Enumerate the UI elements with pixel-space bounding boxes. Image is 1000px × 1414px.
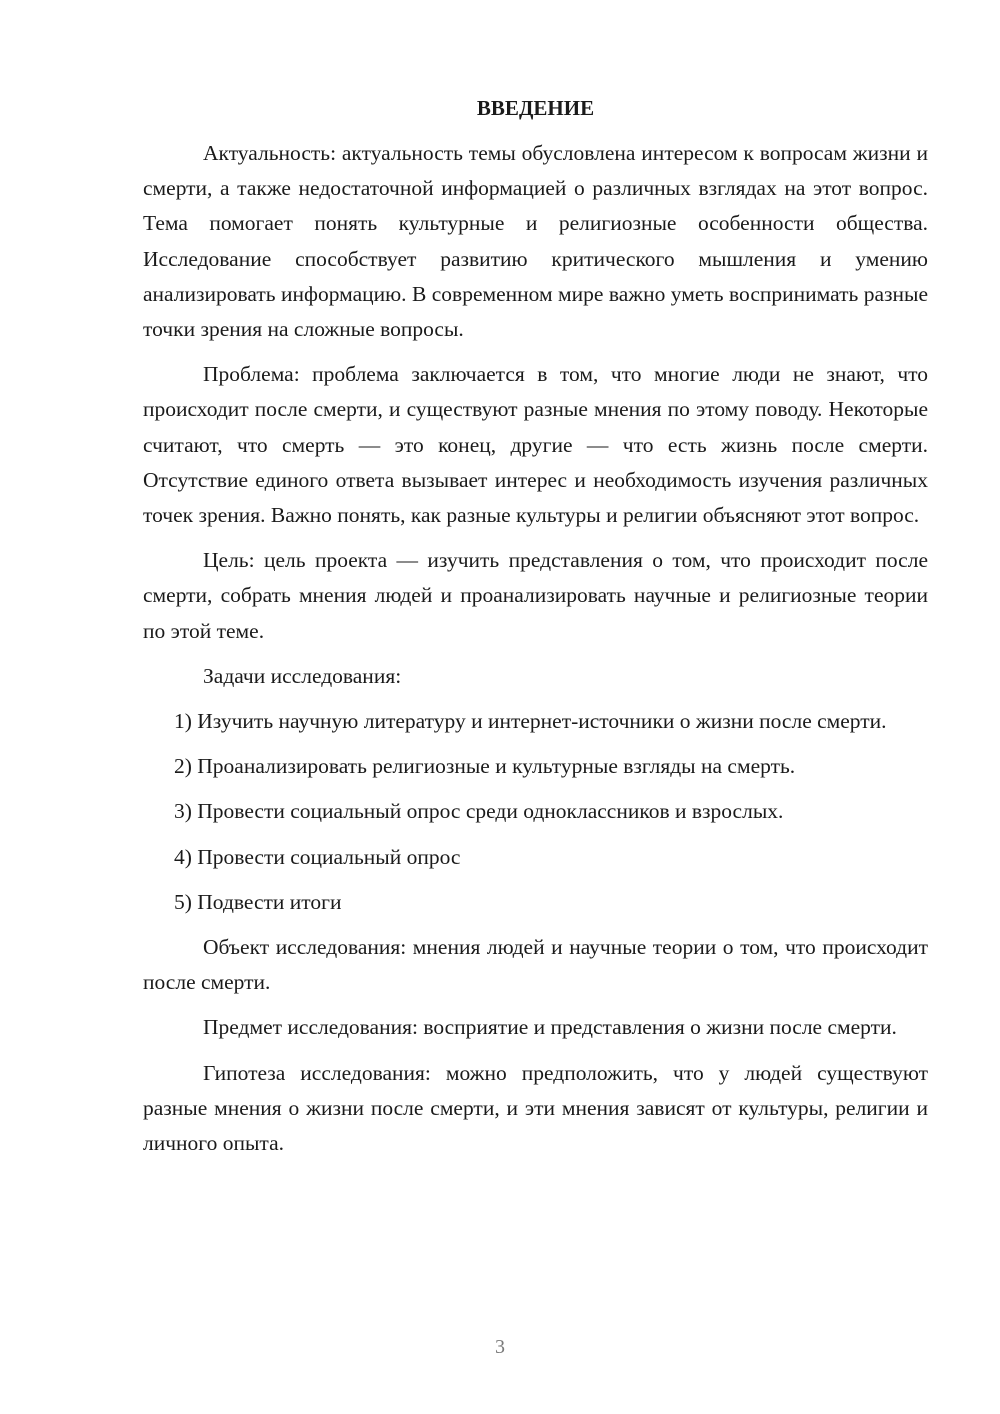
list-item: 5) Подвести итоги bbox=[174, 889, 342, 914]
paragraph-problem: Проблема: проблема заключается в том, что многие люди не знают, что происходит после смерти, и существуют разные мнения по этому поводу. Некоторые считают, что смерть — это конец, другие — что есть жизнь после смерти. Отсутствие единого ответа вызывает интерес и необходимость изучения различных точек зрения. Важно понять, как разные культуры и религии объясняют этот вопрос. bbox=[143, 362, 928, 528]
tasks-heading: Задачи исследования: bbox=[203, 663, 402, 688]
list-item: 1) Изучить научную литературу и интернет-источники о жизни после смерти. bbox=[174, 709, 887, 734]
paragraph-object: Объект исследования: мнения людей и научные теории о том, что происходит после смерти. bbox=[143, 935, 928, 995]
page-number: 3 bbox=[495, 1336, 505, 1358]
list-item: 4) Провести социальный опрос bbox=[174, 844, 461, 869]
list-item: 3) Провести социальный опрос среди одноклассников и взрослых. bbox=[174, 799, 784, 824]
tasks-list bbox=[143, 704, 928, 920]
document-page bbox=[143, 94, 928, 1171]
paragraph-subject: Предмет исследования: восприятие и представления о жизни после смерти. bbox=[203, 1015, 897, 1040]
page-title: ВВЕДЕНИЕ bbox=[476, 96, 595, 120]
paragraph-goal: Цель: цель проекта — изучить представления о том, что происходит после смерти, собрать мнения людей и проанализировать научные и религиозные теории по этой теме. bbox=[143, 548, 928, 643]
paragraph-hypothesis: Гипотеза исследования: можно предположить, что у людей существуют разные мнения о жизни после смерти, и эти мнения зависят от культуры, религии и личного опыта. bbox=[143, 1060, 928, 1156]
paragraph-relevance: Актуальность: актуальность темы обусловлена интересом к вопросам жизни и смерти, а также недостаточной информацией о различных взглядах на этот вопрос. Тема помогает понять культурные и религиозные особенности общества. Исследование способствует развитию критического мышления и умению анализировать информацию. В современном мире важно уметь воспринимать разные точки зрения на сложные вопросы. bbox=[143, 141, 928, 342]
list-item: 2) Проанализировать религиозные и культурные взгляды на смерть. bbox=[174, 754, 796, 779]
